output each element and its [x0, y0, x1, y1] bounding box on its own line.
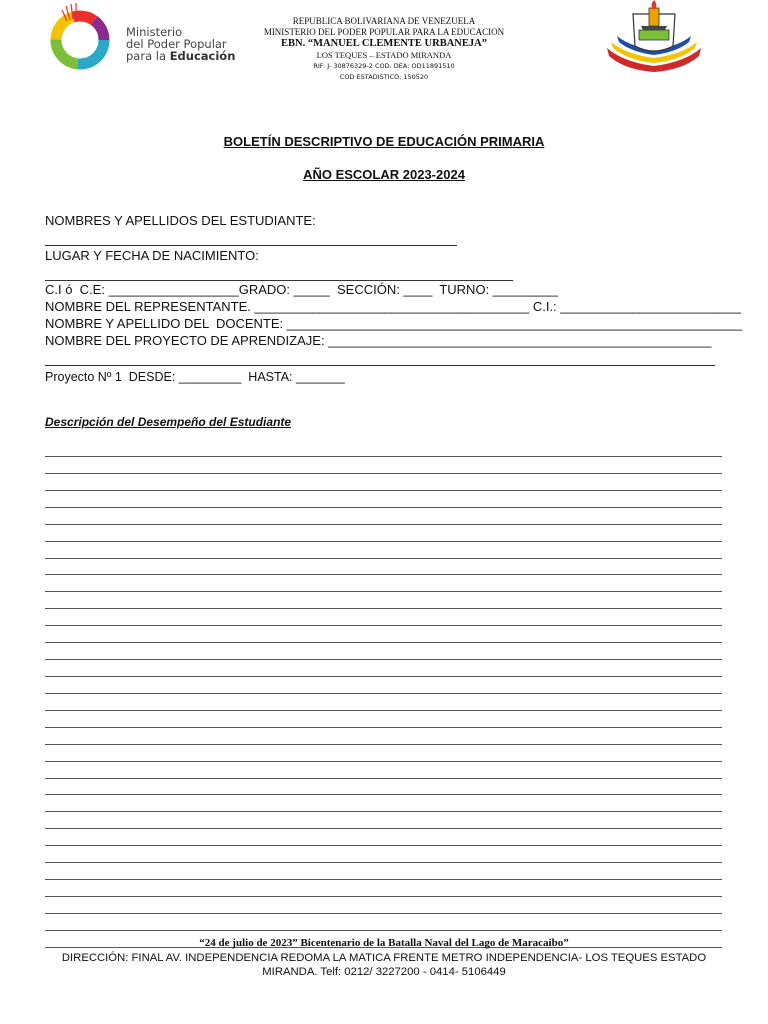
description-line[interactable]: [45, 811, 722, 828]
project-extra-line[interactable]: [45, 365, 715, 366]
footer-address: DIRECCIÓN: FINAL AV. INDEPENDENCIA REDOMA LA MATICA FRENTE METRO INDEPENDENCIA- LOS TEQUES ESTADO MIRANDA. Telf: 0212/ 3227200 - 0414- 5106449: [61, 952, 707, 978]
crest-icon: [603, 0, 705, 72]
description-line[interactable]: [45, 541, 722, 558]
description-line[interactable]: [45, 676, 722, 693]
description-line[interactable]: [45, 642, 722, 659]
project-period-field[interactable]: Proyecto Nº 1 DESDE: _________ HASTA: _______: [45, 370, 345, 384]
header-stat-code: COD ESTADISTICO: 150520: [339, 73, 429, 81]
description-line[interactable]: [45, 507, 722, 524]
ministry-emblem-icon: [44, 2, 124, 72]
description-line[interactable]: [45, 761, 722, 778]
description-line[interactable]: [45, 896, 722, 913]
ministry-line-3-a: para la: [126, 49, 167, 63]
description-line[interactable]: [45, 778, 722, 795]
description-line[interactable]: [45, 794, 722, 811]
description-line[interactable]: [45, 608, 722, 625]
ministry-line-1: Ministerio: [126, 25, 183, 39]
ci-grade-section-field[interactable]: C.I ó C.E: __________________GRADO: _____ SECCIÓN: ____ TURNO: _________: [45, 282, 558, 297]
birth-place-line[interactable]: [45, 280, 513, 281]
description-line[interactable]: [45, 659, 722, 676]
description-line[interactable]: [45, 727, 722, 744]
school-header: [230, 16, 538, 83]
ministry-line-2: del Poder Popular: [126, 37, 227, 51]
description-ruled-area[interactable]: [45, 456, 722, 964]
teacher-field[interactable]: NOMBRE Y APELLIDO DEL DOCENTE: _______________________________________________________________: [45, 316, 743, 331]
description-line[interactable]: [45, 456, 722, 473]
description-line[interactable]: [45, 591, 722, 608]
student-name-line[interactable]: [45, 245, 457, 246]
description-line[interactable]: [45, 879, 722, 896]
school-year-title: AÑO ESCOLAR 2023-2024: [303, 167, 465, 182]
description-line[interactable]: [45, 558, 722, 575]
ministry-line-3: [126, 50, 235, 62]
description-line[interactable]: [45, 744, 722, 761]
project-field[interactable]: NOMBRE DEL PROYECTO DE APRENDIZAJE: _____________________________________________________: [45, 333, 712, 348]
ministry-wordmark: [126, 26, 235, 62]
description-line[interactable]: [45, 490, 722, 507]
representative-field[interactable]: NOMBRE DEL REPRESENTANTE. ______________________________________ C.I.: _________________________: [45, 299, 742, 314]
header-location: LOS TEQUES – ESTADO MIRANDA: [316, 50, 452, 60]
ministry-line-3-b: Educación: [169, 49, 236, 63]
birth-place-label: LUGAR Y FECHA DE NACIMIENTO:: [45, 248, 259, 263]
header-school-name: EBN. “MANUEL CLEMENTE URBANEJA”: [281, 38, 487, 49]
header-ministry: MINISTERIO DEL PODER POPULAR PARA LA EDUCACION: [263, 27, 505, 37]
student-name-label: NOMBRES Y APELLIDOS DEL ESTUDIANTE:: [45, 213, 316, 228]
ministry-logo: [44, 2, 244, 72]
description-heading: Descripción del Desempeño del Estudiante: [45, 415, 292, 429]
school-crest: [603, 0, 705, 72]
description-line[interactable]: [45, 913, 722, 930]
description-line[interactable]: [45, 845, 722, 862]
description-line[interactable]: [45, 710, 722, 727]
description-line[interactable]: [45, 524, 722, 541]
header-codes: RIF: J- 30876329-2 COD. DEA: OD11891510: [313, 62, 455, 70]
footer-motto: “24 de julio de 2023” Bicentenario de la Batalla Naval del Lago de Maracaibo”: [199, 937, 569, 949]
description-line[interactable]: [45, 574, 722, 591]
description-line[interactable]: [45, 862, 722, 879]
description-line[interactable]: [45, 473, 722, 490]
description-line[interactable]: [45, 828, 722, 845]
description-line[interactable]: [45, 625, 722, 642]
header-country: REPUBLICA BOLIVARIANA DE VENEZUELA: [292, 16, 476, 26]
description-line[interactable]: [45, 693, 722, 710]
document-title: BOLETÍN DESCRIPTIVO DE EDUCACIÓN PRIMARIA: [223, 134, 545, 149]
